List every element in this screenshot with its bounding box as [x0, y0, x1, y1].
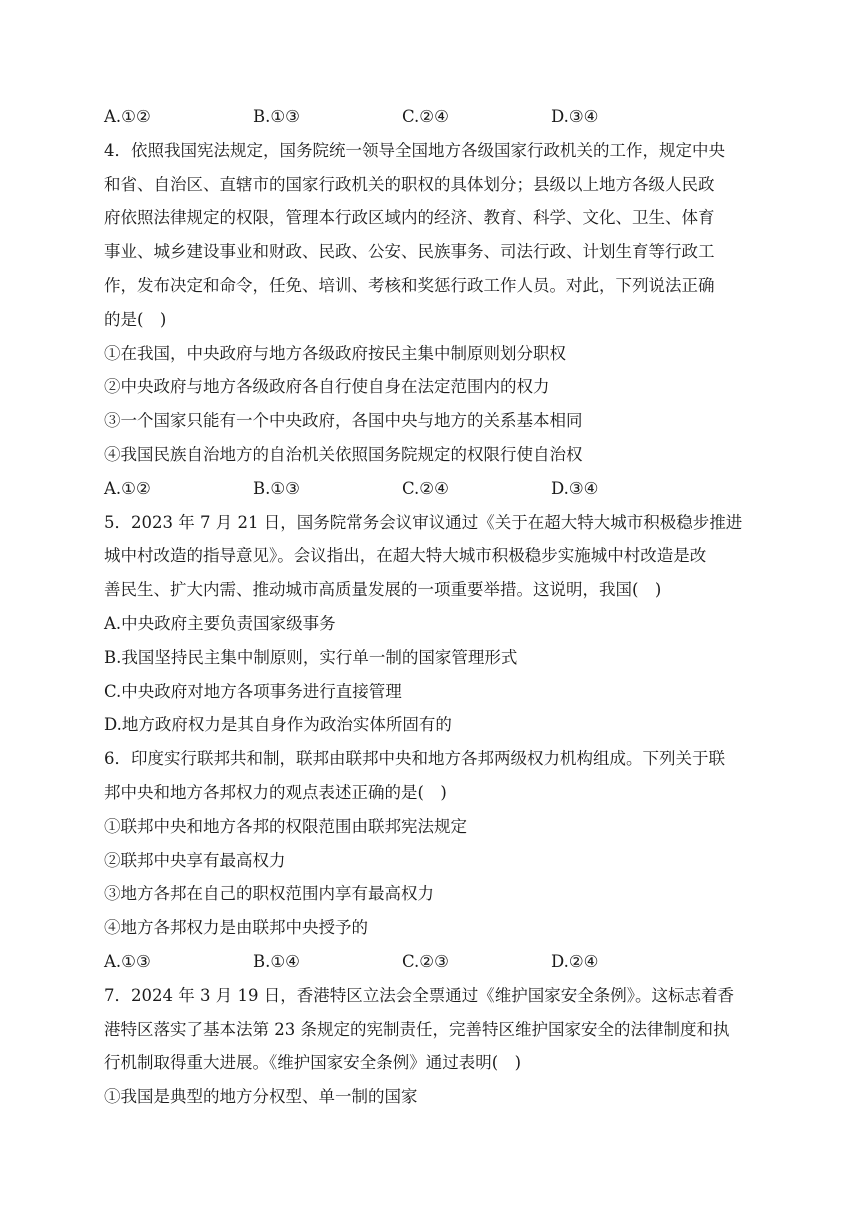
- q4-stem-line: 作，发布决定和命令，任免、培训、考核和奖惩行政工作人员。对此，下列说法正确: [104, 275, 715, 295]
- q5-choice-a: A.中央政府主要负责国家级事务: [104, 613, 336, 633]
- q6-option-a: A.①③: [104, 951, 151, 971]
- q4-statement-1: ①在我国，中央政府与地方各级政府按民主集中制原则划分职权: [104, 343, 566, 363]
- q3-option-d: D.③④: [551, 107, 599, 126]
- q7-stem-line: 行机制取得重大进展。《维护国家安全条例》通过表明( ): [104, 1053, 522, 1073]
- q7-stem-line: 7．2024 年 3 月 19 日，香港特区立法会全票通过《维护国家安全条例》。这标志着香: [104, 985, 734, 1005]
- q4-stem-line: 事业、城乡建设事业和财政、民政、公安、民族事务、司法行政、计划生育等行政工: [104, 242, 715, 262]
- q7-stem-line: 港特区落实了基本法第 23 条规定的宪制责任，完善特区维护国家安全的法律制度和执: [104, 1019, 730, 1039]
- q6-option-b: B.①④: [253, 951, 300, 971]
- q6-statement-4: ④地方各邦权力是由联邦中央授予的: [104, 918, 368, 938]
- q6-option-d: D.②④: [551, 951, 599, 971]
- q6-statement-3: ③地方各邦在自己的职权范围内享有最高权力: [104, 884, 434, 904]
- q4-option-d: D.③④: [551, 478, 599, 498]
- q4-stem-line: 的是( ): [104, 309, 167, 329]
- q4-stem-line: 府依照法律规定的权限，管理本行政区域内的经济、教育、科学、文化、卫生、体育: [104, 208, 715, 228]
- q4-option-a: A.①②: [104, 478, 151, 498]
- q6-options: [104, 945, 764, 979]
- q4-statement-4: ④我国民族自治地方的自治机关依照国务院规定的权限行使自治权: [104, 444, 583, 464]
- q5-stem-line: 5．2023 年 7 月 21 日，国务院常务会议审议通过《关于在超大特大城市积极稳步推进: [104, 512, 743, 532]
- question-5: [104, 506, 764, 743]
- q6-option-c: C.②③: [402, 951, 449, 971]
- q3-options: [104, 100, 764, 134]
- exam-page: [104, 100, 764, 1114]
- q4-options: [104, 472, 764, 506]
- q3-option-b: B.①③: [253, 107, 300, 126]
- q5-choice-c: C.中央政府对地方各项事务进行直接管理: [104, 681, 402, 701]
- q5-stem-line: 善民生、扩大内需、推动城市高质量发展的一项重要举措。这说明，我国( ): [104, 580, 662, 600]
- q3-option-a: A.①②: [104, 107, 151, 126]
- q4-stem-line: 4．依照我国宪法规定，国务院统一领导全国地方各级国家行政机关的工作，规定中央: [104, 140, 725, 160]
- q7-statement-1: ①我国是典型的地方分权型、单一制的国家: [104, 1087, 418, 1107]
- q4-statement-3: ③一个国家只能有一个中央政府，各国中央与地方的关系基本相同: [104, 411, 583, 431]
- q5-choice-b: B.我国坚持民主集中制原则，实行单一制的国家管理形式: [104, 647, 518, 667]
- q6-stem-line: 邦中央和地方各邦权力的观点表述正确的是( ): [104, 782, 447, 802]
- q4-option-c: C.②④: [402, 478, 449, 498]
- question-6: [104, 742, 764, 979]
- q3-option-c: C.②④: [402, 107, 449, 126]
- q4-option-b: B.①③: [253, 478, 300, 498]
- q5-choice-d: D.地方政府权力是其自身作为政治实体所固有的: [104, 715, 452, 735]
- q4-statement-2: ②中央政府与地方各级政府各自行使自身在法定范围内的权力: [104, 377, 550, 397]
- q5-stem-line: 城中村改造的指导意见》。会议指出，在超大特大城市积极稳步实施城中村改造是改: [104, 546, 707, 566]
- q6-statement-1: ①联邦中央和地方各邦的权限范围由联邦宪法规定: [104, 816, 467, 836]
- q4-stem-line: 和省、自治区、直辖市的国家行政机关的职权的具体划分；县级以上地方各级人民政: [104, 174, 715, 194]
- q6-stem-line: 6．印度实行联邦共和制，联邦由联邦中央和地方各邦两级权力机构组成。下列关于联: [104, 749, 725, 769]
- q6-statement-2: ②联邦中央享有最高权力: [104, 850, 286, 870]
- question-4: [104, 134, 764, 506]
- question-7: [104, 979, 764, 1114]
